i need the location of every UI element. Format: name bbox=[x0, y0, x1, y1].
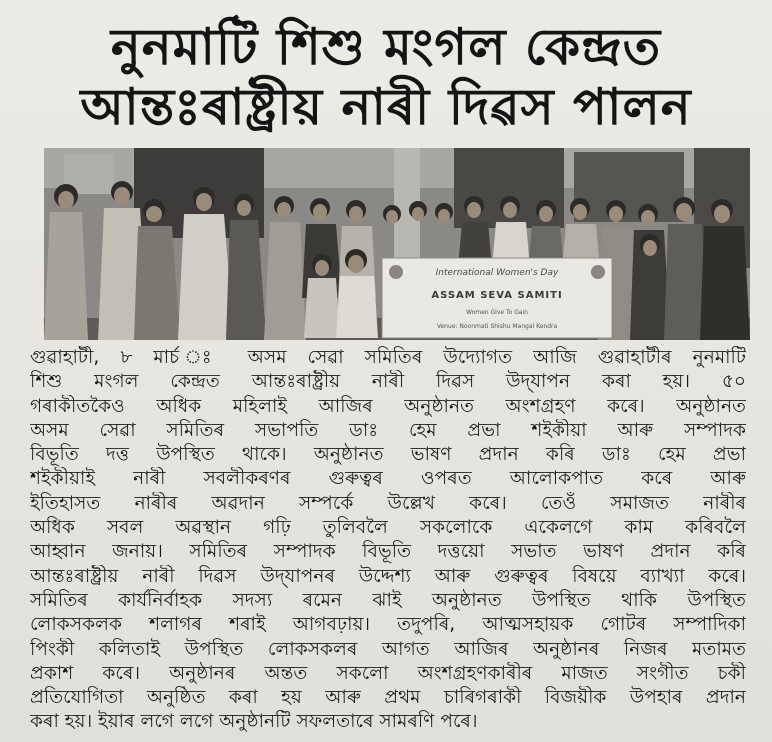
article-line: প্ৰতিযোগিতা অনুষ্ঠিত কৰা হয় আৰু প্ৰথম চাৰিগৰাকী বিজয়ীক উপহাৰ প্ৰদান bbox=[30, 687, 746, 709]
headline-line-2: আন্তঃৰাষ্ট্ৰীয় নাৰী দিৱস পালন bbox=[80, 78, 692, 136]
article-line: সমিতিৰ কাৰ্যনিৰ্বাহক সদস্য ৰমেন ঝাই অনুষ্ঠানত উপস্থিত থাকি উপস্থিত bbox=[30, 589, 746, 611]
article-line: শইকীয়াই নাৰী সবলীকৰণৰ গুৰুত্বৰ ওপৰত আলোকপাত কৰে আৰু bbox=[30, 468, 746, 490]
news-photo bbox=[44, 148, 750, 340]
article-line: বিভূতি দত্ত উপস্থিত থাকে। অনুষ্ঠানত ভাষণ প্ৰদান কৰি ডাঃ হেম প্ৰভা bbox=[30, 444, 746, 466]
article-line: কৰা হয়। ইয়াৰ লগে লগে অনুষ্ঠানটি সফলতাৰে সামৰণি পৰে। bbox=[30, 711, 478, 733]
article-line: ইতিহাসত নাৰীৰ অৱদান সম্পৰ্কে উল্লেখ কৰে। তেওঁ সমাজত নাৰীৰ bbox=[30, 492, 746, 514]
article-line: প্ৰকাশ কৰে। অনুষ্ঠানৰ অন্তত সকলো অংশগ্ৰহণকাৰীৰ মাজত সংগীত চকী bbox=[30, 662, 746, 684]
article-line: পিংকী কলিতাই উপস্থিত লোকসকলৰ আগত আজিৰ অনুষ্ঠানৰ নিজৰ মতামত bbox=[30, 638, 746, 660]
article-line: শিশু মংগল কেন্দ্ৰত আন্তঃৰাষ্ট্ৰীয় নাৰী দিৱস উদ্‌যাপন কৰা হয়। ৫০ bbox=[30, 371, 746, 393]
article-line: অধিক সবল অৱস্থান গঢ়ি তুলিবলৈ সকলোকে একেলগে কাম কৰিবলৈ bbox=[30, 517, 746, 539]
banner-text-4: Venue: Noonmati Shishu Mangal Kendra bbox=[436, 323, 558, 330]
article-line: অসম সেৱা সমিতিৰ সভাপতি ডাঃ হেম প্ৰভা শইকীয়া আৰু সম্পাদক bbox=[30, 419, 746, 441]
banner-text-2: ASSAM SEVA SAMITI bbox=[431, 290, 563, 301]
article-line: আহ্বান জনায়। সমিতিৰ সম্পাদক বিভূতি দত্তয়ো সভাত ভাষণ প্ৰদান কৰি bbox=[30, 541, 746, 563]
article-line: গুৱাহাটী, ৮ মাৰ্চ ঃ অসম সেৱা সমিতিৰ উদ্যোগত আজি গুৱাহাটীৰ নুনমাটি bbox=[30, 347, 746, 368]
banner-text-3: Women Give To Gain bbox=[466, 309, 528, 316]
banner-text-1: International Women's Day bbox=[435, 268, 559, 278]
headline-line-1: নুনমাটি শিশু মংগল কেন্দ্ৰত bbox=[110, 18, 662, 76]
article-line: আন্তঃৰাষ্ট্ৰীয় নাৰী দিৱস উদ্‌যাপনৰ উদ্দেশ্য আৰু গুৰুত্বৰ বিষয়ে ব্যাখ্যা কৰে। bbox=[30, 565, 746, 587]
article-line: লোকসকলক শলাগৰ শৰাই আগবঢ়ায়। তদুপৰি, আত্মসহায়ক গোটৰ সম্পাদিকা bbox=[30, 614, 746, 636]
article-body bbox=[30, 346, 746, 735]
article-line: গৰাকীতকৈও অধিক মহিলাই আজিৰ অনুষ্ঠানত অংশগ্ৰহণ কৰে। অনুষ্ঠানত bbox=[30, 395, 746, 417]
